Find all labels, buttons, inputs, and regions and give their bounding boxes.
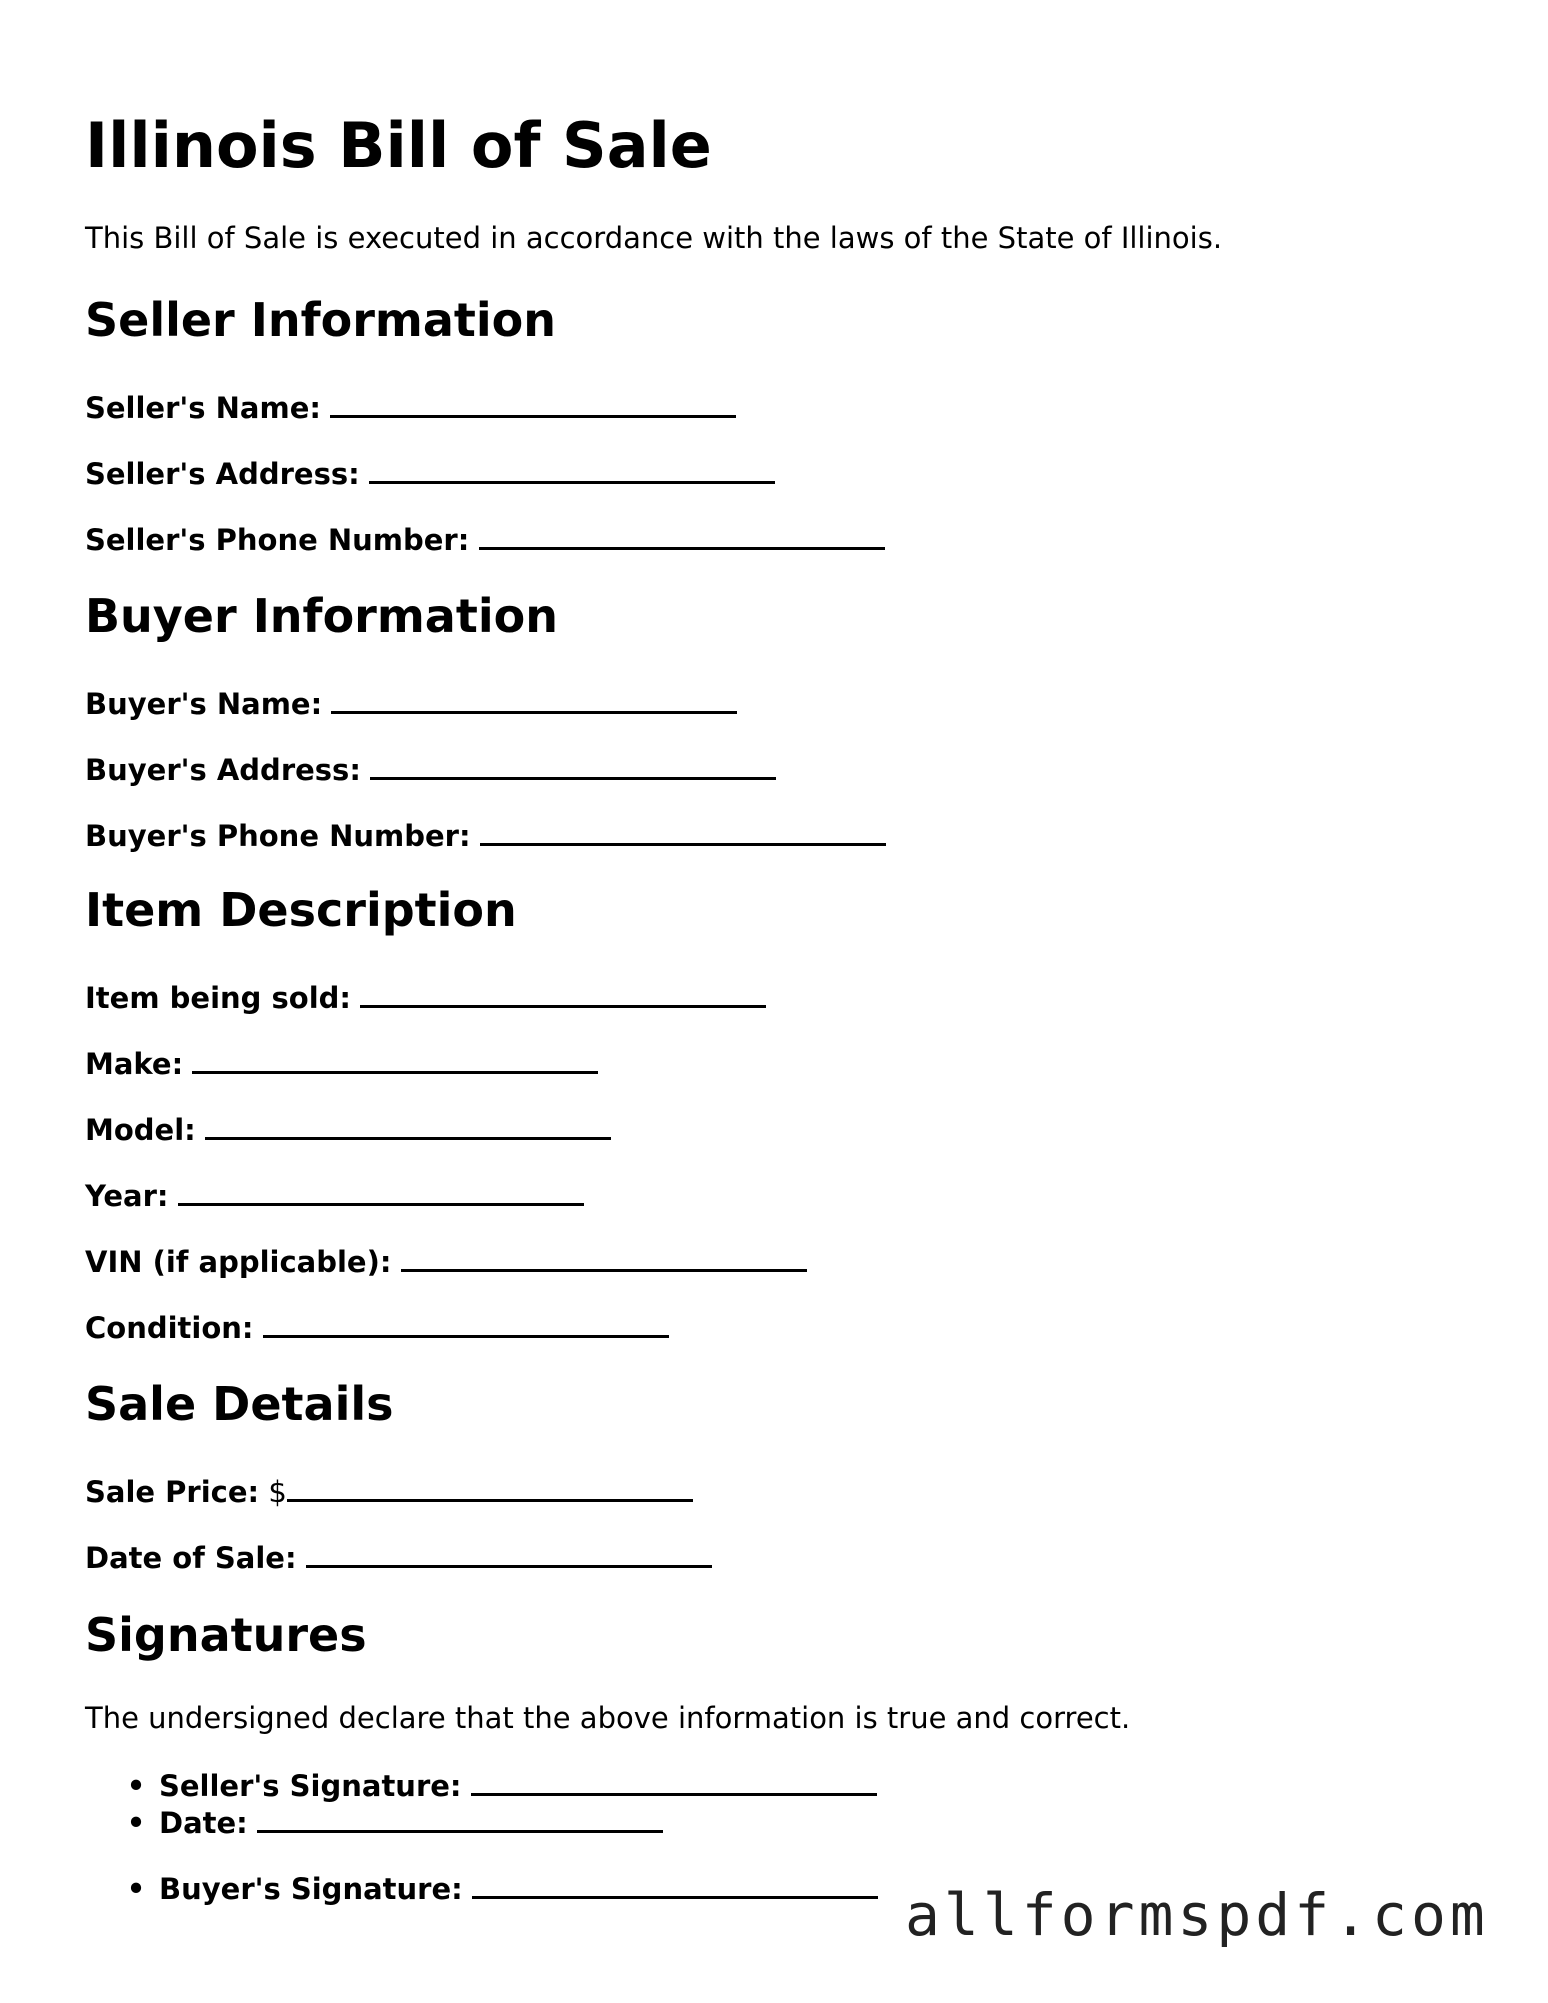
model-label: Model: — [85, 1113, 196, 1147]
buyer-signature-item[interactable] — [126, 1866, 878, 1907]
seller-phone-blank[interactable] — [479, 517, 885, 550]
sale-date-field[interactable] — [85, 1535, 712, 1576]
make-label: Make: — [85, 1047, 184, 1081]
year-label: Year: — [85, 1179, 169, 1213]
sale-price-field[interactable] — [85, 1469, 693, 1510]
seller-name-field[interactable] — [85, 385, 736, 426]
seller-address-blank[interactable] — [369, 451, 775, 484]
seller-phone-field[interactable] — [85, 517, 885, 558]
make-field[interactable] — [85, 1041, 598, 1082]
year-blank[interactable] — [178, 1173, 584, 1206]
seller-signature-blank[interactable] — [471, 1763, 877, 1796]
sale-section-heading: Sale Details — [85, 1377, 394, 1431]
sale-price-blank[interactable] — [287, 1469, 693, 1502]
signatures-section-heading: Signatures — [85, 1608, 367, 1662]
seller-name-blank[interactable] — [330, 385, 736, 418]
sale-price-label: Sale Price: — [85, 1475, 260, 1509]
buyer-signature-blank[interactable] — [472, 1866, 878, 1899]
condition-field[interactable] — [85, 1305, 669, 1346]
seller-phone-label: Seller's Phone Number: — [85, 523, 470, 557]
buyer-signature-label: Buyer's Signature: — [159, 1872, 463, 1906]
model-field[interactable] — [85, 1107, 611, 1148]
year-field[interactable] — [85, 1173, 584, 1214]
bullet-marker: • — [126, 1806, 146, 1840]
seller-signature-label: Seller's Signature: — [159, 1769, 462, 1803]
sale-date-blank[interactable] — [306, 1535, 712, 1568]
seller-address-field[interactable] — [85, 451, 775, 492]
buyer-phone-field[interactable] — [85, 813, 886, 854]
document-title: Illinois Bill of Sale — [85, 109, 712, 182]
currency-symbol: $ — [268, 1475, 287, 1509]
vin-blank[interactable] — [401, 1239, 807, 1272]
condition-label: Condition: — [85, 1311, 254, 1345]
buyer-name-label: Buyer's Name: — [85, 687, 323, 721]
sale-date-label: Date of Sale: — [85, 1541, 297, 1575]
seller-section-heading: Seller Information — [85, 293, 557, 347]
buyer-name-field[interactable] — [85, 681, 737, 722]
signature-date-item[interactable] — [126, 1800, 663, 1841]
item-sold-field[interactable] — [85, 975, 766, 1016]
intro-paragraph: This Bill of Sale is executed in accordance with the laws of the State of Illinois. — [85, 221, 1223, 255]
seller-address-label: Seller's Address: — [85, 457, 360, 491]
buyer-phone-label: Buyer's Phone Number: — [85, 819, 471, 853]
item-sold-label: Item being sold: — [85, 981, 351, 1015]
seller-signature-item[interactable] — [126, 1763, 877, 1804]
make-blank[interactable] — [192, 1041, 598, 1074]
buyer-address-label: Buyer's Address: — [85, 753, 361, 787]
buyer-name-blank[interactable] — [331, 681, 737, 714]
signature-date-blank[interactable] — [257, 1800, 663, 1833]
buyer-address-blank[interactable] — [370, 747, 776, 780]
vin-field[interactable] — [85, 1239, 807, 1280]
vin-label: VIN (if applicable): — [85, 1245, 392, 1279]
item-section-heading: Item Description — [85, 883, 517, 937]
buyer-address-field[interactable] — [85, 747, 776, 788]
seller-name-label: Seller's Name: — [85, 391, 321, 425]
item-sold-blank[interactable] — [360, 975, 766, 1008]
model-blank[interactable] — [205, 1107, 611, 1140]
bullet-marker: • — [126, 1872, 146, 1906]
site-watermark: allformspdf.com — [905, 1881, 1489, 1949]
signature-date-label: Date: — [159, 1806, 248, 1840]
buyer-phone-blank[interactable] — [480, 813, 886, 846]
buyer-section-heading: Buyer Information — [85, 589, 558, 643]
condition-blank[interactable] — [263, 1305, 669, 1338]
declaration-paragraph: The undersigned declare that the above information is true and correct. — [85, 1701, 1131, 1735]
bullet-marker: • — [126, 1769, 146, 1803]
